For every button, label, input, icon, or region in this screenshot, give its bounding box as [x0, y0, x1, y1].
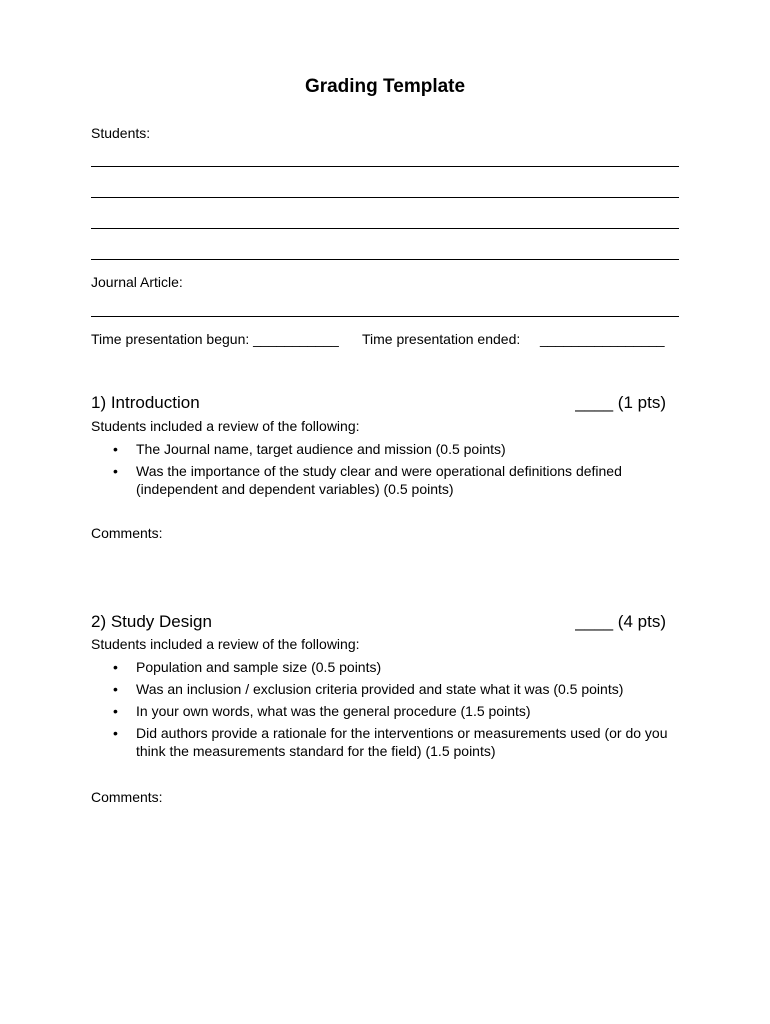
- comments-label: Comments:: [91, 525, 163, 541]
- list-item: [113, 658, 673, 676]
- section-intro-text: Students included a review of the following:: [91, 636, 360, 652]
- time-ended-blank[interactable]: ________________: [540, 331, 665, 347]
- comments-label: Comments:: [91, 789, 163, 805]
- criteria-text: Population and sample size (0.5 points): [136, 659, 382, 675]
- list-item: [113, 680, 673, 698]
- list-item: [113, 724, 673, 760]
- section-heading-introduction: 1) Introduction: [91, 393, 200, 412]
- students-label: Students:: [91, 125, 151, 141]
- journal-article-label: Journal Article:: [91, 274, 183, 290]
- student-name-line-2[interactable]: [91, 197, 679, 198]
- criteria-text: In your own words, what was the general procedure (1.5 points): [136, 703, 531, 719]
- page-title: Grading Template: [304, 76, 466, 97]
- list-item: [113, 702, 673, 720]
- criteria-text: Did authors provide a rationale for the interventions or measurements used (or do you think the measurements standard for the field) (1.5 points): [136, 725, 668, 759]
- time-begun-label: Time presentation begun: ___________: [91, 331, 339, 347]
- bullet-icon: •: [113, 703, 118, 719]
- criteria-text: Was an inclusion / exclusion criteria provided and state what it was (0.5 points): [136, 681, 624, 697]
- student-name-line-4[interactable]: [91, 259, 679, 260]
- student-name-line-1[interactable]: [91, 166, 679, 167]
- list-item: [113, 462, 673, 498]
- journal-article-line[interactable]: [91, 316, 679, 317]
- bullet-icon: •: [113, 463, 118, 479]
- section-points-introduction[interactable]: ____ (1 pts): [575, 393, 666, 412]
- section-heading-study-design: 2) Study Design: [91, 612, 212, 631]
- study-design-criteria-list: [113, 658, 673, 764]
- criteria-text: Was the importance of the study clear and were operational definitions defined (independent and dependent variables) (0.5 points): [136, 463, 622, 497]
- section-points-study-design[interactable]: ____ (4 pts): [575, 612, 666, 631]
- list-item: [113, 440, 673, 458]
- introduction-criteria-list: [113, 440, 673, 502]
- time-ended-label: Time presentation ended:: [362, 331, 521, 347]
- bullet-icon: •: [113, 725, 118, 741]
- bullet-icon: •: [113, 681, 118, 697]
- section-intro-text: Students included a review of the following:: [91, 418, 360, 434]
- bullet-icon: •: [113, 441, 118, 457]
- student-name-line-3[interactable]: [91, 228, 679, 229]
- bullet-icon: •: [113, 659, 118, 675]
- criteria-text: The Journal name, target audience and mission (0.5 points): [136, 441, 506, 457]
